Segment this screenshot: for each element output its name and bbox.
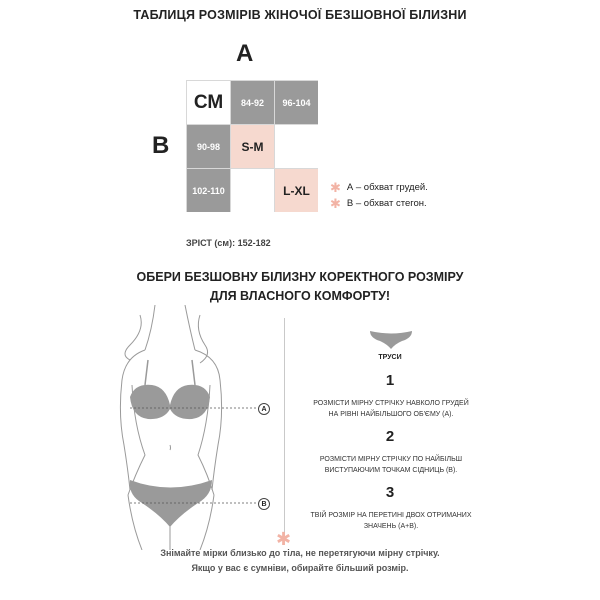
footer-note: Знімайте мірки близько до тіла, не перетягуючи мірну стрічку.	[160, 548, 440, 558]
size-cell: S-M	[231, 125, 274, 168]
size-table	[186, 80, 318, 212]
step-number: 3	[385, 484, 395, 501]
step-text	[296, 398, 486, 420]
page-title: ТАБЛИЦЯ РОЗМІРІВ ЖІНОЧОЇ БЕЗШОВНОЇ БІЛИЗНИ	[133, 8, 467, 22]
asterisk-icon: ✱	[330, 179, 341, 195]
subtitle-line: ДЛЯ ВЛАСНОГО КОМФОРТУ!	[209, 289, 391, 303]
step-line: НА РІВНІ НАЙБІЛЬШОГО ОБ'ЄМУ (А).	[328, 411, 454, 418]
subtitle-line: ОБЕРИ БЕЗШОВНУ БІЛИЗНУ КОРЕКТНОГО РОЗМІРУ	[136, 270, 464, 284]
asterisk-icon: ✱	[330, 195, 341, 211]
axis-label-b: B	[152, 132, 170, 159]
table-corner-unit: СМ	[187, 81, 230, 124]
height-note: ЗРІСТ (см): 152-182	[186, 238, 271, 248]
row-header: 102-110	[187, 169, 230, 212]
asterisk-icon: ✱	[276, 529, 292, 549]
step-number: 1	[385, 372, 395, 389]
column-header: 96-104	[275, 81, 318, 124]
step-text	[296, 510, 486, 532]
row-header: 90-98	[187, 125, 230, 168]
legend-item	[330, 179, 428, 195]
bra-shape	[130, 385, 210, 419]
axis-label-a: A	[236, 40, 254, 67]
step-number: 2	[385, 428, 395, 445]
step-line: ТВІЙ РОЗМІР НА ПЕРЕТИНІ ДВОХ ОТРИМАНИХ	[310, 512, 472, 519]
legend-item	[330, 195, 427, 211]
marker-a: A	[258, 403, 270, 415]
empty-cell	[231, 169, 274, 212]
subtitle	[0, 268, 600, 306]
footer-note: Якщо у вас є сумніви, обирайте більший розмір.	[191, 563, 409, 573]
step-line: РОЗМІСТИ МІРНУ СТРІЧКУ ПО НАЙБІЛЬШ	[319, 456, 463, 463]
empty-cell	[275, 125, 318, 168]
size-cell: L-XL	[275, 169, 318, 212]
legend-text: В – обхват стегон.	[346, 198, 427, 209]
product-label: ТРУСИ	[378, 354, 402, 361]
step-line: ЗНАЧЕНЬ (А+В).	[363, 523, 419, 530]
panties-shape	[130, 480, 212, 527]
step-line: ВИСТУПАЮЧИМ ТОЧКАМ СІДНИЦЬ (В).	[324, 467, 458, 474]
column-header: 84-92	[231, 81, 274, 124]
body-figure-illustration	[100, 305, 270, 550]
divider	[284, 318, 285, 540]
step-line: РОЗМІСТИ МІРНУ СТРІЧКУ НАВКОЛО ГРУДЕЙ	[313, 400, 469, 407]
marker-b: B	[258, 498, 270, 510]
step-text	[296, 454, 486, 476]
panties-icon	[368, 328, 414, 350]
legend-text: А – обхват грудей.	[346, 182, 428, 193]
